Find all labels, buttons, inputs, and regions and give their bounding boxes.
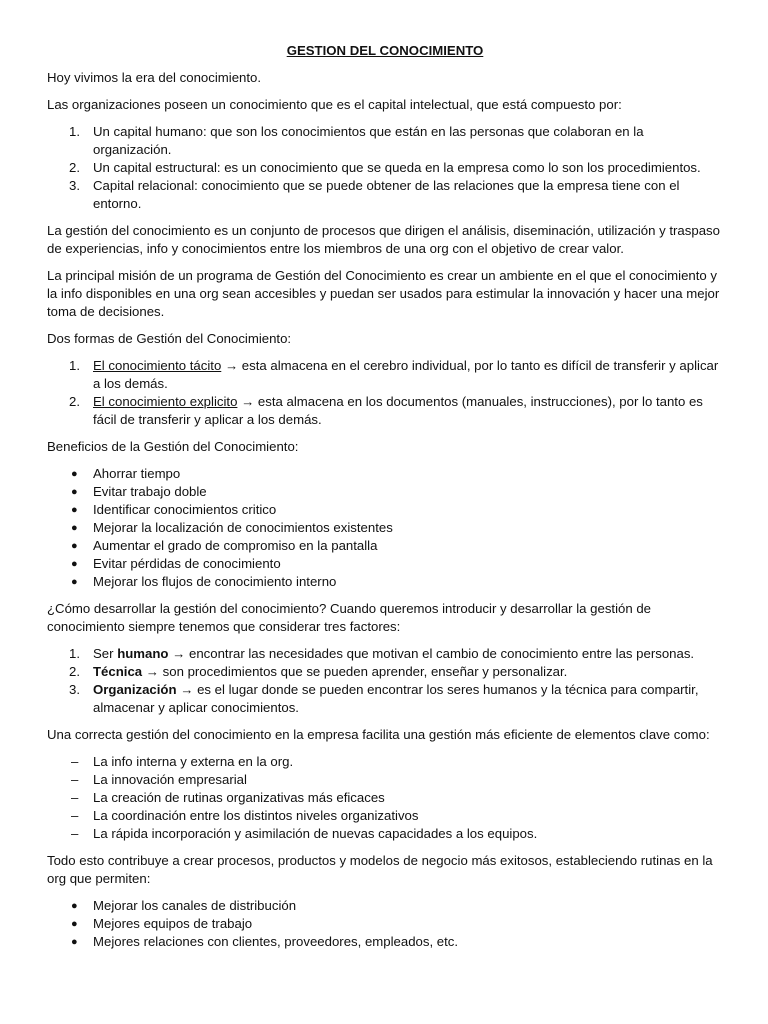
intro-paragraph: Hoy vivimos la era del conocimiento.	[47, 70, 262, 85]
list-item-text: Un capital humano: que son los conocimientos que están en las personas que colaboran en la organización.	[93, 124, 644, 157]
beneficios-heading: Beneficios de la Gestión del Conocimiento:	[47, 439, 299, 454]
document-title: GESTION DEL CONOCIMIENTO	[286, 43, 484, 58]
list-item	[47, 123, 723, 159]
term-tecnica: Técnica	[93, 664, 143, 679]
list-item-text: Evitar pérdidas de conocimiento	[93, 556, 281, 571]
list-item	[47, 501, 723, 519]
factores-list	[47, 645, 723, 717]
dash-icon: –	[71, 808, 79, 823]
list-item	[47, 519, 723, 537]
dash-icon: –	[71, 790, 79, 805]
document-page	[47, 42, 723, 960]
list-item	[47, 465, 723, 483]
bullet-icon: ●	[71, 558, 78, 570]
list-item	[47, 681, 723, 717]
bullet-icon: ●	[71, 576, 78, 588]
desarrollo-paragraph: ¿Cómo desarrollar la gestión del conocimiento? Cuando queremos introducir y desarrollar la gestión de conocimiento siempre tenemos que considerar tres factores:	[47, 601, 652, 634]
list-item	[47, 555, 723, 573]
list-item-text: Mejores equipos de trabajo	[93, 916, 253, 931]
list-item	[47, 825, 723, 843]
list-number: 1.	[69, 358, 80, 373]
bullet-icon: ●	[71, 468, 78, 480]
list-item-text: Aumentar el grado de compromiso en la pantalla	[93, 538, 378, 553]
list-item	[47, 897, 723, 915]
definition-paragraph: La gestión del conocimiento es un conjunto de procesos que dirigen el análisis, diseminación, utilización y traspaso de experiencias, info y conocimientos entre los miembros de una org con el objetivo de crear valor.	[47, 223, 720, 256]
list-item	[47, 663, 723, 681]
bullet-icon: ●	[71, 540, 78, 552]
list-item	[47, 789, 723, 807]
list-item	[47, 393, 723, 429]
list-item-text: Ahorrar tiempo	[93, 466, 181, 481]
conclusion-paragraph: Todo esto contribuye a crear procesos, productos y modelos de negocio más exitosos, estableciendo rutinas en la org que permiten:	[47, 853, 713, 886]
list-item-text: encontrar las necesidades que motivan el cambio de conocimiento entre las personas.	[189, 646, 695, 661]
beneficios-list	[47, 465, 723, 591]
list-number: 2.	[69, 664, 80, 679]
dash-icon: –	[71, 772, 79, 787]
bullet-icon: ●	[71, 486, 78, 498]
list-item-text: La innovación empresarial	[93, 772, 247, 787]
list-item-text: Mejorar la localización de conocimientos existentes	[93, 520, 393, 535]
arrow-icon: →	[142, 664, 163, 679]
list-number: 1.	[69, 646, 80, 661]
list-item-text: Identificar conocimientos critico	[93, 502, 277, 517]
list-item	[47, 771, 723, 789]
capital-list	[47, 123, 723, 213]
list-number: 3.	[69, 682, 80, 697]
list-item	[47, 915, 723, 933]
list-number: 3.	[69, 178, 80, 193]
list-item	[47, 573, 723, 591]
list-item	[47, 159, 723, 177]
capital-intro-paragraph: Las organizaciones poseen un conocimiento que es el capital intelectual, que está compuesto por:	[47, 97, 622, 112]
list-item	[47, 753, 723, 771]
list-item	[47, 483, 723, 501]
term-humano: humano	[117, 646, 169, 661]
list-number: 2.	[69, 394, 80, 409]
list-item-text: La rápida incorporación y asimilación de nuevas capacidades a los equipos.	[93, 826, 538, 841]
list-item-text: son procedimientos que se pueden aprender, enseñar y personalizar.	[162, 664, 568, 679]
list-number: 2.	[69, 160, 80, 175]
list-item-text: Mejorar los canales de distribución	[93, 898, 297, 913]
arrow-icon: →	[176, 682, 198, 697]
list-item-text: esta almacena en los documentos (manuales, instrucciones), por lo tanto es fácil de transferir y aplicar a los demás.	[93, 394, 703, 427]
dash-icon: –	[71, 754, 79, 769]
bullet-icon: ●	[71, 504, 78, 516]
list-item	[47, 177, 723, 213]
bullet-icon: ●	[71, 918, 78, 930]
list-item-text: Un capital estructural: es un conocimiento que se queda en la empresa como lo son los procedimientos.	[93, 160, 701, 175]
bullet-icon: ●	[71, 900, 78, 912]
list-item-prefix: Ser	[93, 646, 118, 661]
list-item	[47, 357, 723, 393]
bullet-icon: ●	[71, 936, 78, 948]
list-item-text: La coordinación entre los distintos niveles organizativos	[93, 808, 419, 823]
list-item	[47, 807, 723, 825]
list-item-text: es el lugar donde se pueden encontrar los seres humanos y la técnica para compartir, almacenar y aplicar conocimientos.	[93, 682, 699, 715]
mission-paragraph: La principal misión de un programa de Gestión del Conocimiento es crear un ambiente en el que el conocimiento y la info disponibles en una org sean accesibles y puedan ser usados para estimular la innovación y hacer una mejor toma de decisiones.	[47, 268, 720, 319]
list-item-text: La creación de rutinas organizativas más eficaces	[93, 790, 385, 805]
list-item-text: esta almacena en el cerebro individual, por lo tanto es difícil de transferir y aplicar a los demás.	[93, 358, 719, 391]
arrow-icon: →	[221, 358, 242, 373]
permiten-list	[47, 897, 723, 951]
list-item-text: Mejores relaciones con clientes, proveedores, empleados, etc.	[93, 934, 459, 949]
term-tacito: El conocimiento tácito	[93, 358, 222, 373]
list-item-text: La info interna y externa en la org.	[93, 754, 294, 769]
list-item	[47, 645, 723, 663]
formas-heading: Dos formas de Gestión del Conocimiento:	[47, 331, 292, 346]
term-explicito: El conocimiento explicito	[93, 394, 238, 409]
list-item-text: Capital relacional: conocimiento que se puede obtener de las relaciones que la empresa tiene con el entorno.	[93, 178, 680, 211]
list-item-text: Evitar trabajo doble	[93, 484, 207, 499]
term-organizacion: Organización	[93, 682, 177, 697]
formas-list	[47, 357, 723, 429]
dash-icon: –	[71, 826, 79, 841]
list-item	[47, 537, 723, 555]
list-item-text: Mejorar los flujos de conocimiento interno	[93, 574, 337, 589]
elementos-list	[47, 753, 723, 843]
arrow-icon: →	[237, 394, 258, 409]
arrow-icon: →	[168, 646, 189, 661]
list-number: 1.	[69, 124, 80, 139]
list-item	[47, 933, 723, 951]
elementos-heading: Una correcta gestión del conocimiento en la empresa facilita una gestión más eficiente de elementos clave como:	[47, 727, 710, 742]
bullet-icon: ●	[71, 522, 78, 534]
